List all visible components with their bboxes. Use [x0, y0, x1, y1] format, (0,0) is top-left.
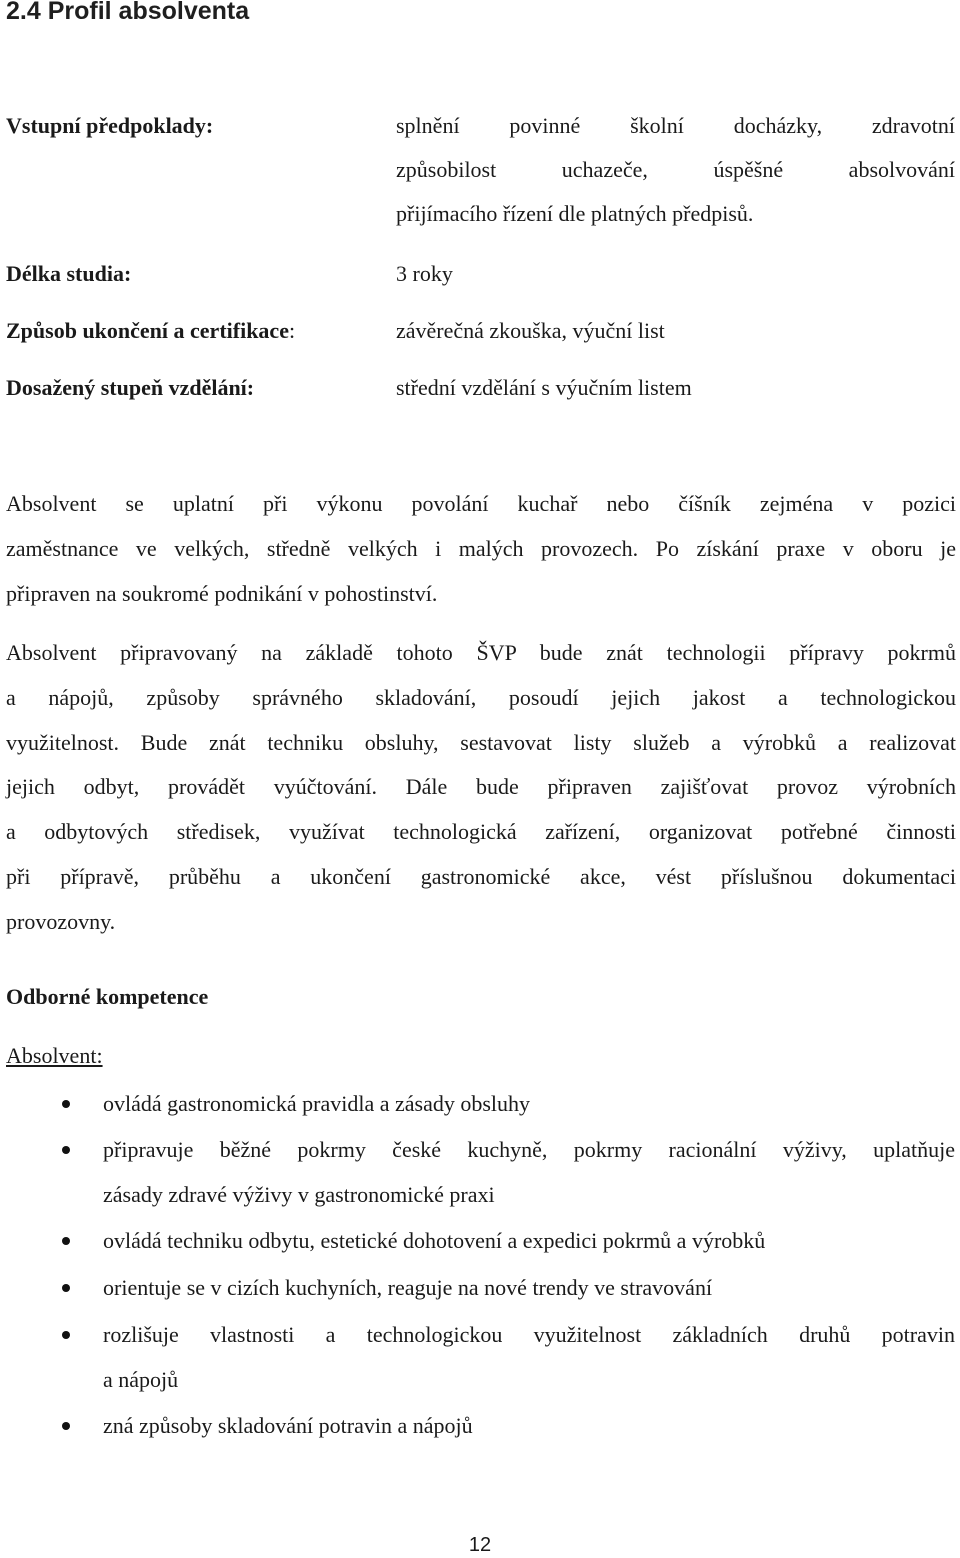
list-item-line: ovládá techniku odbytu, estetické dohotovení a expedici pokrmů a výrobků — [103, 1228, 766, 1253]
page-number: 12 — [468, 1534, 492, 1556]
list-item-line: zásady zdravé výživy v gastronomické praxi — [103, 1182, 495, 1207]
entry-requirements-line: způsobilost uchazeče, úspěšné absolvování — [396, 157, 955, 182]
list-item-line: připravuje běžné pokrmy české kuchyně, pokrmy racionální výživy, uplatňuje — [103, 1137, 955, 1162]
bullet-icon — [62, 1284, 70, 1292]
paragraph-line: využitelnost. Bude znát techniku obsluhy, sestavovat listy služeb a výrobků a realizovat — [6, 729, 956, 755]
study-length-label: Délka studia: — [6, 261, 132, 286]
absolvent-label: Absolvent: — [6, 1043, 103, 1068]
education-level-label: Dosažený stupeň vzdělání: — [6, 375, 255, 400]
list-item-text — [103, 1312, 955, 1402]
bullet-icon — [62, 1331, 70, 1339]
list-item-text — [103, 1218, 955, 1263]
completion-label — [6, 309, 295, 353]
entry-requirements-line: splnění povinné školní docházky, zdravotní — [396, 113, 955, 138]
paragraph-line: jejich odbyt, provádět vyúčtování. Dále bude připraven zajišťovat provoz výrobních — [6, 774, 956, 800]
list-item-line: a nápojů — [103, 1367, 179, 1392]
list-item-line: ovládá gastronomická pravidla a zásady obsluhy — [103, 1091, 531, 1116]
list-item — [0, 1403, 960, 1449]
paragraph-skills — [6, 631, 956, 945]
bullet-icon — [62, 1237, 70, 1245]
list-item-line: rozlišuje vlastnosti a technologickou využitelnost základních druhů potravin — [103, 1322, 955, 1347]
competence-heading: Odborné kompetence — [6, 984, 209, 1009]
list-item-text — [103, 1265, 955, 1310]
paragraph-employment — [6, 482, 956, 616]
list-item-text — [103, 1403, 955, 1448]
list-item — [0, 1265, 960, 1312]
list-item — [0, 1218, 960, 1265]
paragraph-line: při přípravě, průběhu a ukončení gastronomické akce, vést příslušnou dokumentaci — [6, 863, 956, 889]
paragraph-line: připraven na soukromé podnikání v pohostinství. — [6, 580, 438, 606]
bullet-icon — [62, 1100, 70, 1108]
list-item-line: zná způsoby skladování potravin a nápojů — [103, 1413, 473, 1438]
list-item — [0, 1081, 960, 1127]
paragraph-line: a nápojů, způsoby správného skladování, posoudí jejich jakost a technologickou — [6, 684, 956, 710]
bullet-icon — [62, 1146, 70, 1154]
entry-requirements-line: přijímacího řízení dle platných předpisů. — [396, 201, 754, 226]
bullet-icon — [62, 1422, 70, 1430]
completion-label-text: Způsob ukončení a certifikace — [6, 318, 289, 343]
paragraph-line: Absolvent připravovaný na základě tohoto ŠVP bude znát technologii přípravy pokrmů — [6, 640, 956, 665]
list-item-text — [103, 1081, 955, 1126]
competence-list — [0, 1081, 960, 1449]
paragraph-line: a odbytových středisek, využívat technologická zařízení, organizovat potřebné činnosti — [6, 819, 956, 845]
list-item — [0, 1312, 960, 1403]
paragraph-line: Absolvent se uplatní při výkonu povolání kuchař nebo číšník zejména v pozici — [6, 491, 956, 516]
list-item — [0, 1127, 960, 1218]
entry-requirements-label: Vstupní předpoklady: — [6, 113, 214, 138]
completion-label-colon: : — [288, 318, 296, 343]
list-item-line: orientuje se v cizích kuchyních, reaguje na nové trendy ve stravování — [103, 1275, 713, 1300]
list-item-text — [103, 1127, 955, 1217]
entry-requirements-value — [396, 104, 955, 236]
education-level-value: střední vzdělání s výučním listem — [396, 375, 692, 400]
study-length-value: 3 roky — [396, 261, 453, 286]
completion-value: závěrečná zkouška, výuční list — [396, 318, 665, 343]
paragraph-line: provozovny. — [6, 908, 116, 934]
paragraph-line: zaměstnance ve velkých, středně velkých i malých provozech. Po získání praxe v oboru je — [6, 535, 956, 561]
section-title: 2.4 Profil absolventa — [6, 0, 250, 25]
